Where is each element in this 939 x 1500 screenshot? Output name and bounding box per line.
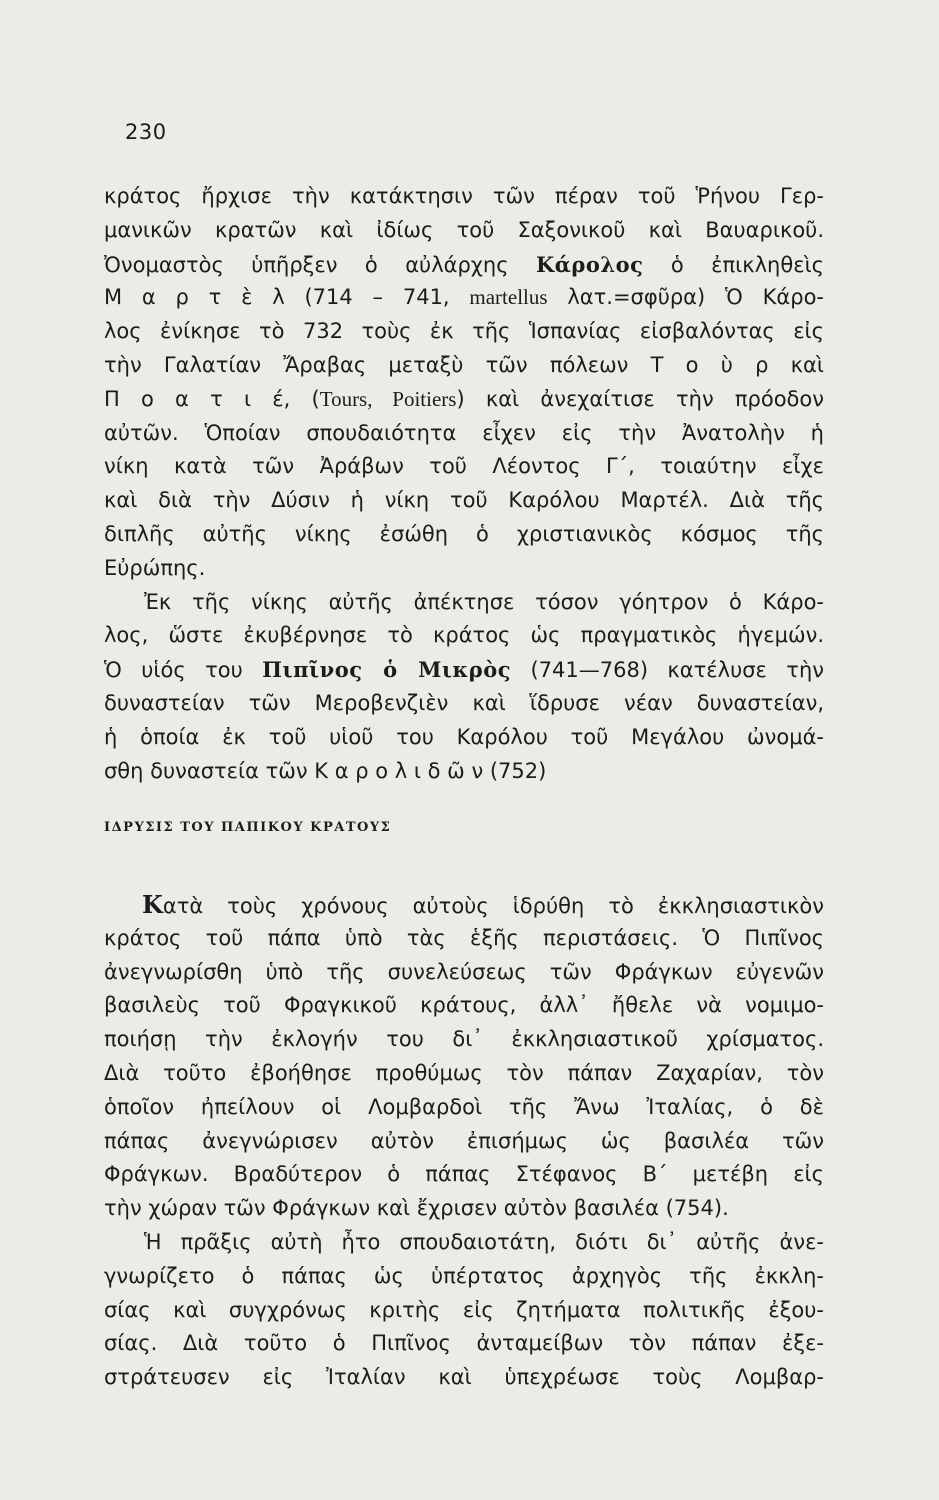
text-line — [104, 1192, 824, 1226]
line-text: ατὰ τοὺς χρόνους αὐτοὺς ἱδρύθη τὸ ἐκκλησιαστικὸν — [162, 894, 824, 918]
text-line — [104, 281, 824, 315]
line-text: δυναστείαν τῶν Μεροβενζιὲν καὶ ἵδρυσε νέαν δυναστείαν, — [104, 690, 824, 715]
line-text: σίας. Διὰ τοῦτο ὁ Πιπῖνος ἀνταμείβων τὸν πάπαν ἐξε- — [104, 1331, 824, 1356]
line-text: ὁποῖον ἠπείλουν οἱ Λομβαρδοὶ τῆς Ἄνω Ἰταλίας, ὁ δὲ — [104, 1094, 824, 1119]
line-text: ὁ ἐπικληθεὶς — [643, 252, 825, 277]
latin-text: martellus — [469, 285, 548, 310]
line-text: Ὀνομαστὸς ὑπῆρξεν ὁ αὐλάρχης — [104, 252, 537, 277]
line-text: ἀνεγνωρίσθη ὑπὸ τῆς συνελεύσεως τῶν Φράγκων εὐγενῶν — [104, 959, 824, 984]
line-text: λατ.=σφῦρα) Ὁ Κάρο- — [547, 285, 824, 310]
line-text: Μ α ρ τ ὲ λ (714 – 741, — [104, 285, 470, 310]
drop-initial: Κ — [142, 890, 163, 919]
line-text: λος ἐνίκησε τὸ 732 τοὺς ἐκ τῆς Ἱσπανίας εἰσβαλόντας εἰς — [104, 319, 824, 344]
line-text: Ἡ πρᾶξις αὐτὴ ἦτο σπουδαιοτάτη, διότι δι᾽ αὐτῆς ἀνε- — [144, 1229, 824, 1254]
line-text: σθη δυναστεία τῶν Κ α ρ ο λ ι δ ῶ ν (752) — [104, 758, 547, 783]
bold-name: Κάρολος — [536, 251, 644, 277]
line-text: κράτος ἤρχισε τὴν κατάκτησιν τῶν πέραν τοῦ Ῥήνου Γερ- — [104, 184, 824, 208]
paragraph-block — [104, 180, 824, 788]
line-text: Εὐρώπης. — [104, 555, 206, 580]
text-line — [104, 450, 824, 484]
text-line — [104, 1294, 824, 1328]
text-line — [104, 1158, 824, 1192]
line-text: Π ο α τ ι έ, ( — [104, 386, 320, 411]
text-line — [104, 349, 824, 383]
text-line — [104, 214, 824, 248]
text-line — [104, 956, 824, 990]
text-line — [104, 417, 824, 451]
section-heading: ΙΔΡΥΣΙΣ ΤΟΥ ΠΑΠΙΚΟΥ ΚΡΑΤΟΥΣ — [104, 820, 392, 835]
line-text: τὴν Γαλατίαν Ἄραβας μεταξὺ τῶν πόλεων Τ ο ὺ ρ καὶ — [104, 352, 824, 377]
page-number: 230 — [125, 120, 167, 144]
text-line — [104, 518, 824, 552]
line-text: νίκη κατὰ τῶν Ἀράβων τοῦ Λέοντος Γ΄, τοιαύτην εἶχε — [104, 454, 824, 479]
line-text: στράτευσεν εἰς Ἰταλίαν καὶ ὑπεχρέωσε τοὺς Λομβαρ- — [104, 1365, 824, 1390]
bold-name: Πιπῖνος ὁ Μικρὸς — [262, 657, 512, 683]
line-text: τὴν χώραν τῶν Φράγκων καὶ ἔχρισεν αὐτὸν βασιλέα (754). — [104, 1196, 729, 1221]
line-text: βασιλεὺς τοῦ Φραγκικοῦ κράτους, ἀλλ᾽ ἤθελε νὰ νομιμο- — [104, 993, 824, 1018]
text-line — [104, 653, 824, 687]
text-line — [104, 180, 824, 214]
text-line — [104, 484, 824, 518]
text-line — [104, 687, 824, 721]
text-line — [104, 552, 824, 586]
text-line — [104, 1057, 824, 1091]
line-text: Ὁ υἱός του — [104, 658, 263, 683]
line-text: κράτος τοῦ πάπα ὑπὸ τὰς ἑξῆς περιστάσεις. Ὁ Πιπῖνος — [104, 925, 824, 950]
line-text: καὶ διὰ τὴν Δύσιν ἡ νίκη τοῦ Καρόλου Μαρτέλ. Διὰ τῆς — [104, 488, 824, 513]
line-text: διπλῆς αὐτῆς νίκης ἐσώθη ὁ χριστιανικὸς κόσμος τῆς — [104, 521, 824, 546]
text-line — [104, 383, 824, 417]
line-text: ποιήσῃ τὴν ἐκλογήν του δι᾽ ἐκκλησιαστικοῦ χρίσματος. — [104, 1027, 824, 1052]
text-line — [104, 619, 824, 653]
line-text: ) καὶ ἀνεχαίτισε τὴν πρόοδον — [456, 386, 824, 411]
paragraph-block — [104, 888, 824, 1395]
text-line — [104, 989, 824, 1023]
text-line — [104, 888, 824, 922]
text-line — [104, 1125, 824, 1159]
text-line — [104, 1091, 824, 1125]
text-line — [104, 1260, 824, 1294]
line-text: (741—768) κατέλυσε τὴν — [511, 658, 824, 683]
text-line — [104, 586, 824, 620]
line-text: σίας καὶ συγχρόνως κριτὴς εἰς ζητήματα πολιτικῆς ἐξου- — [104, 1297, 824, 1322]
text-line — [104, 1361, 824, 1395]
line-text: μανικῶν κρατῶν καὶ ἰδίως τοῦ Σαξονικοῦ καὶ Βαυαρικοῦ. — [104, 217, 824, 242]
line-text: Φράγκων. Βραδύτερον ὁ πάπας Στέφανος Β΄ μετέβη εἰς — [104, 1162, 824, 1187]
text-line — [104, 922, 824, 956]
line-text: ἡ ὁποία ἐκ τοῦ υἱοῦ του Καρόλου τοῦ Μεγάλου ὠνομά- — [104, 724, 824, 749]
line-text: πάπας ἀνεγνώρισεν αὐτὸν ἐπισήμως ὡς βασιλέα τῶν — [104, 1128, 824, 1153]
line-text: αὐτῶν. Ὁποίαν σπουδαιότητα εἶχεν εἰς τὴν Ἀνατολὴν ἡ — [104, 420, 824, 445]
line-text: γνωρίζετο ὁ πάπας ὡς ὑπέρτατος ἀρχηγὸς τῆς ἐκκλη- — [104, 1263, 824, 1288]
line-text: Ἐκ τῆς νίκης αὐτῆς ἀπέκτησε τόσον γόητρον ὁ Κάρο- — [144, 589, 824, 614]
text-line — [104, 1023, 824, 1057]
text-line — [104, 1327, 824, 1361]
line-text: Διὰ τοῦτο ἐβοήθησε προθύμως τὸν πάπαν Ζαχαρίαν, τὸν — [104, 1060, 824, 1085]
text-line — [104, 1226, 824, 1260]
text-line — [104, 755, 824, 789]
text-line — [104, 315, 824, 349]
line-text: λος, ὥστε ἐκυβέρνησε τὸ κράτος ὡς πραγματικὸς ἡγεμών. — [104, 623, 824, 648]
latin-text: Tours, Poitiers — [319, 386, 457, 411]
text-line — [104, 721, 824, 755]
text-line — [104, 248, 824, 282]
